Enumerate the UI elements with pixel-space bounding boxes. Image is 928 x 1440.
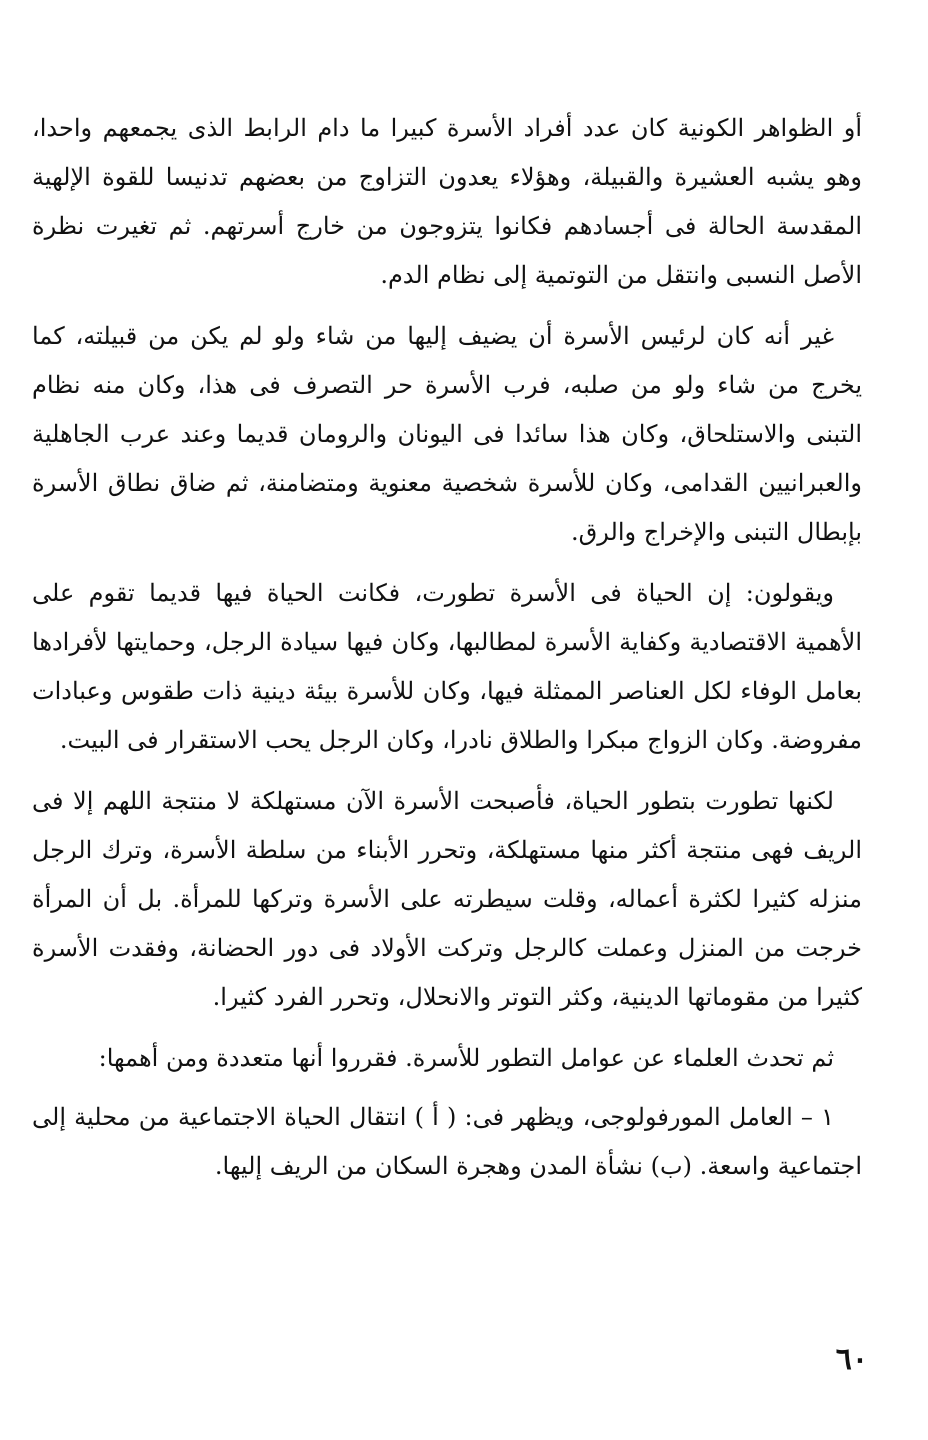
paragraph-6: ١ – العامل المورفولوجى، ويظهر فى: ( أ ) انتقال الحياة الاجتماعية من محلية إلى اجتماعية واسعة. (ب) نشأة المدن وهجرة السكان من الريف إليها. <box>32 1103 862 1180</box>
page-body <box>32 104 862 1203</box>
paragraph-2: غير أنه كان لرئيس الأسرة أن يضيف إليها من شاء ولو لم يكن من قبيلته، كما يخرج من شاء ولو من صلبه، فرب الأسرة حر التصرف فى هذا، وكان منه نظام التبنى والاستلحاق، وكان هذا سائدا فى اليونان والرومان قديما وعند عرب الجاهلية والعبرانيين القدامى، وكان للأسرة شخصية معنوية ومتضامنة، ثم ضاق نطاق الأسرة بإبطال التبنى والإخراج والرق. <box>32 322 862 546</box>
page-number: ٦٠ <box>835 1342 868 1377</box>
paragraph-1: أو الظواهر الكونية كان عدد أفراد الأسرة كبيرا ما دام الرابط الذى يجمعهم واحدا، وهو يشبه العشيرة والقبيلة، وهؤلاء يعدون التزاوج من بعضهم تدنيسا للقوة الإلهية المقدسة الحالة فى أجسادهم فكانوا يتزوجون من خارج أسرتهم. ثم تغيرت نظرة الأصل النسبى وانتقل من التوتمية إلى نظام الدم. <box>32 114 862 289</box>
paragraph-3: ويقولون: إن الحياة فى الأسرة تطورت، فكانت الحياة فيها قديما تقوم على الأهمية الاقتصادية وكفاية الأسرة لمطالبها، وكان فيها سيادة الرجل، وحمايتها لأفرادها بعامل الوفاء لكل العناصر الممثلة فيها، وكان للأسرة بيئة دينية ذات طقوس وعبادات مفروضة. وكان الزواج مبكرا والطلاق نادرا، وكان الرجل يحب الاستقرار فى البيت. <box>32 579 862 754</box>
paragraph-4: لكنها تطورت بتطور الحياة، فأصبحت الأسرة الآن مستهلكة لا منتجة اللهم إلا فى الريف فهى منتجة أكثر منها مستهلكة، وتحرر الأبناء من سلطة الأسرة، وترك الرجل منزله كثيرا لكثرة أعماله، وقلت سيطرته على الأسرة وتركها للمرأة. بل أن المرأة خرجت من المنزل وعملت كالرجل وتركت الأولاد فى دور الحضانة، وفقدت الأسرة كثيرا من مقوماتها الدينية، وكثر التوتر والانحلال، وتحرر الفرد كثيرا. <box>32 787 862 1011</box>
paragraph-5: ثم تحدث العلماء عن عوامل التطور للأسرة. فقرروا أنها متعددة ومن أهمها: <box>98 1044 834 1072</box>
